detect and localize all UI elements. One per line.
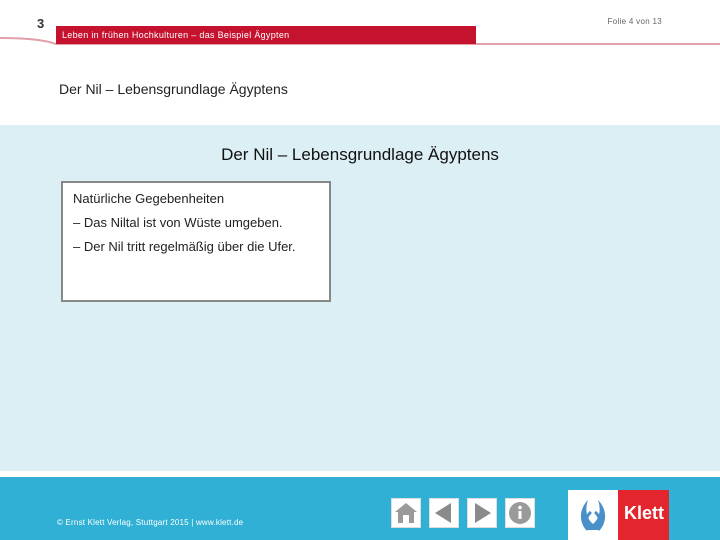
info-box-line: – Das Niltal ist von Wüste umgeben. [73, 215, 283, 230]
chapter-number: 3 [37, 16, 45, 31]
klett-logo-text: Klett [624, 503, 664, 523]
back-arrow-icon [431, 500, 457, 526]
forward-arrow-icon [469, 500, 495, 526]
info-box [61, 181, 331, 302]
klett-logo [568, 490, 669, 540]
slide-counter: Folie 4 von 13 [607, 17, 662, 26]
info-box-title: Natürliche Gegebenheiten [73, 191, 225, 206]
page-heading: Der Nil – Lebensgrundlage Ägyptens [59, 81, 288, 97]
footer-divider [0, 471, 720, 477]
info-button[interactable] [505, 498, 535, 528]
slide-title: Der Nil – Lebensgrundlage Ägyptens [221, 145, 499, 164]
home-icon [393, 500, 419, 526]
topic-label: Leben in frühen Hochkulturen – das Beispiel Ägypten [62, 30, 290, 40]
home-button[interactable] [391, 498, 421, 528]
forward-button[interactable] [467, 498, 497, 528]
info-icon [507, 500, 533, 526]
slide-content [0, 125, 720, 471]
copyright-text: © Ernst Klett Verlag, Stuttgart 2015 | www.klett.de [57, 518, 244, 527]
back-button[interactable] [429, 498, 459, 528]
footer [0, 471, 720, 540]
klett-logo-mark [618, 490, 669, 540]
topic-bar [56, 26, 476, 44]
info-box-line: – Der Nil tritt regelmäßig über die Ufer. [73, 239, 296, 254]
klett-emblem-icon [568, 490, 618, 540]
